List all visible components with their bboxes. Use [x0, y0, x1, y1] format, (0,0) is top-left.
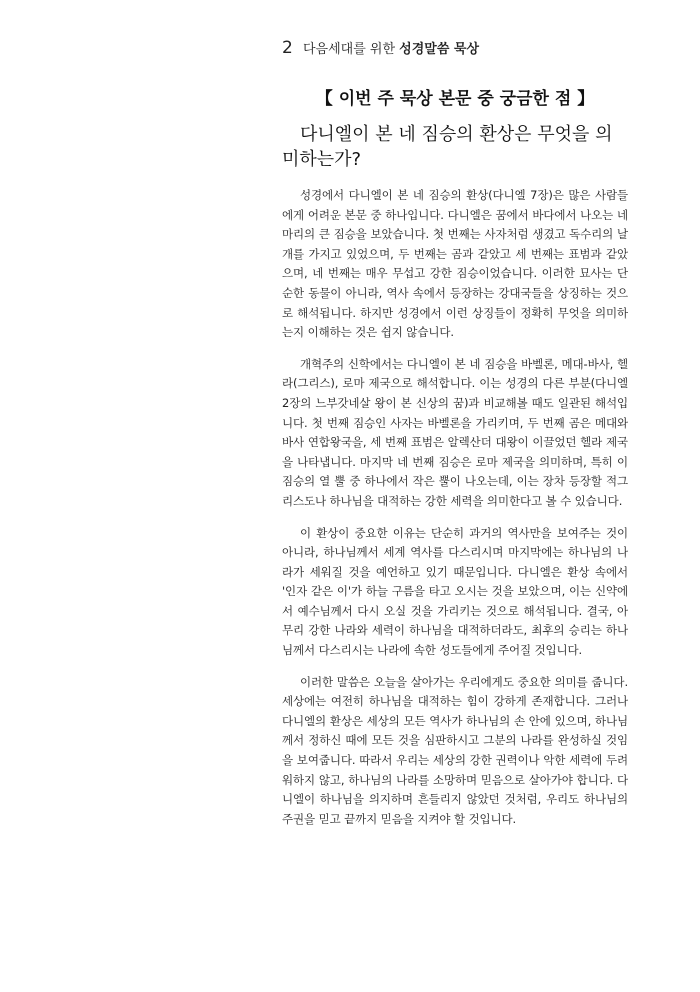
paragraph: 이러한 말씀은 오늘을 살아가는 우리에게도 중요한 의미를 줍니다. 세상에는 여전히 하나님을 대적하는 힘이 강하게 존재합니다. 그러나 다니엘의 환상은 세상의 모든 역사가 하나님의 손 안에 있으며, 하나님께서 정하신 때에 모든 것을 심판하시고 그분의 나라를 완성하실 것임을 보여줍니다. 따라서 우리는 세상의 강한 권력이나 악한 세력에 두려워하지 않고, 하나님의 나라를 소망하며 믿음으로 살아가야 합니다. 다니엘이 하나님을 의지하며 흔들리지 않았던 것처럼, 우리도 하나님의 주권을 믿고 끝까지 믿음을 지켜야 할 것입니다.: [282, 674, 628, 826]
paragraph: 성경에서 다니엘이 본 네 짐승의 환상(다니엘 7장)은 많은 사람들에게 어려운 본문 중 하나입니다. 다니엘은 꿈에서 바다에서 나오는 네 마리의 큰 짐승을 보았습니다. 첫 번째는 사자처럼 생겼고 독수리의 날개를 가지고 있었으며, 두 번째는 곰과 같았고 세 번째는 표범과 같았으며, 네 번째는 매우 무섭고 강한 짐승이었습니다. 이러한 묘사는 단순한 동물이 아니라, 역사 속에서 등장하는 강대국들을 상징하는 것으로 해석됩니다. 하지만 성경에서 이런 상징들이 정확히 무엇을 의미하는지 이해하는 것은 쉽지 않습니다.: [282, 188, 628, 340]
page-number: 2: [282, 38, 293, 58]
paragraph: 개혁주의 신학에서는 다니엘이 본 네 짐승을 바벨론, 메대-바사, 헬라(그리스), 로마 제국으로 해석합니다. 이는 성경의 다른 부분(다니엘 2장의 느부갓네살 왕이 본 신상의 꿈)과 비교해볼 때도 일관된 해석입니다. 첫 번째 짐승인 사자는 바벨론을 가리키며, 두 번째 곰은 메대와 바사 연합왕국을, 세 번째 표범은 알렉산더 대왕이 이끌었던 헬라 제국을 나타냅니다. 마지막 네 번째 짐승은 로마 제국을 의미하며, 특히 이 짐승의 열 뿔 중 하나에서 작은 뿔이 나오는데, 이는 장차 등장할 적그리스도나 하나님을 대적하는 강한 세력을 의미한다고 볼 수 있습니다.: [282, 356, 628, 508]
section-title: 【 이번 주 묵상 본문 중 궁금한 점 】: [315, 89, 595, 109]
article-body: [282, 186, 628, 841]
series-title: 성경말씀 묵상: [399, 42, 480, 57]
series-prefix: 다음세대를 위한: [302, 42, 396, 57]
paragraph: 이 환상이 중요한 이유는 단순히 과거의 역사만을 보여주는 것이 아니라, 하나님께서 세계 역사를 다스리시며 마지막에는 하나님의 나라가 세워질 것을 예언하고 있기 때문입니다. 다니엘은 환상 속에서 '인자 같은 이'가 하늘 구름을 타고 오시는 것을 보았으며, 이는 신약에서 예수님께서 다시 오실 것을 가리키는 것으로 해석됩니다. 결국, 아무리 강한 나라와 세력이 하나님을 대적하더라도, 최후의 승리는 하나님께서 다스리시는 나라에 속한 성도들에게 주어질 것입니다.: [282, 525, 628, 658]
running-header: [282, 38, 479, 58]
question-heading: 다니엘이 본 네 짐승의 환상은 무엇을 의미하는가?: [282, 124, 613, 170]
